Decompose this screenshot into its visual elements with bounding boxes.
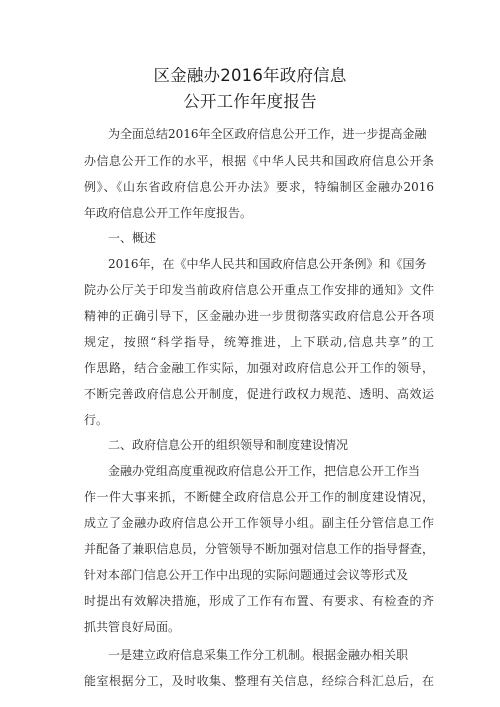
paragraph-line: 抓共管良好局面。 xyxy=(84,620,181,634)
paragraph-line: 成立了金融办政府信息公开工作领导小组。副主任分管信息工作 xyxy=(84,516,434,530)
paragraph-line: 精神的正确引导下，区金融办进一步贯彻落实政府信息公开各项 xyxy=(84,309,434,323)
paragraph-line: 办信息公开工作的水平，根据《中华人民共和国政府信息公开条 xyxy=(84,154,434,168)
section-heading: 二、政府信息公开的组织领导和制度建设情况 xyxy=(108,438,349,452)
paragraph-line: 时提出有效解决措施，形成了工作有布置、有要求、有检查的齐 xyxy=(84,594,434,608)
paragraph-line: 院办公厅关于印发当前政府信息公开重点工作安排的通知》文件 xyxy=(84,283,434,297)
section-heading: 一、概述 xyxy=(108,231,157,245)
paragraph-line: 一是建立政府信息采集工作分工机制。根据金融办相关职 xyxy=(108,648,409,662)
paragraph-line: 为全面总结2016年全区政府信息公开工作，进一步提高金融 xyxy=(108,127,427,141)
paragraph-line: 金融办党组高度重视政府信息公开工作，把信息公开工作当 xyxy=(108,464,421,478)
document-title-line-1: 区金融办2016年政府信息 xyxy=(153,66,347,85)
paragraph-line: 年政府信息公开工作年度报告。 xyxy=(84,206,253,220)
paragraph-line: 作一件大事来抓，不断健全政府信息公开工作的制度建设情况， xyxy=(84,490,434,504)
document-title-line-2: 公开工作年度报告 xyxy=(183,92,317,111)
paragraph-line: 规定，按照“科学指导，统筹推进，上下联动,信息共享”的工 xyxy=(84,335,434,349)
paragraph-line: 并配备了兼职信息员，分管领导不断加强对信息工作的指导督查， xyxy=(84,542,434,556)
paragraph-line: 针对本部门信息公开工作中出现的实际问题通过会议等形式及 xyxy=(84,568,409,582)
paragraph-line: 例》、《山东省政府信息公开办法》要求，特编制区金融办2016 xyxy=(84,180,434,194)
paragraph-line: 行。 xyxy=(84,413,109,427)
paragraph-line: 不断完善政府信息公开制度，促进行政权力规范、透明、高效运 xyxy=(84,387,434,401)
paragraph-line: 2016年，在《中华人民共和国政府信息公开条例》和《国务 xyxy=(108,257,427,271)
paragraph-line: 能室根据分工，及时收集、整理有关信息，经综合科汇总后，在 xyxy=(84,674,434,688)
paragraph-line: 作思路，结合金融工作实际，加强对政府信息公开工作的领导， xyxy=(84,361,434,375)
